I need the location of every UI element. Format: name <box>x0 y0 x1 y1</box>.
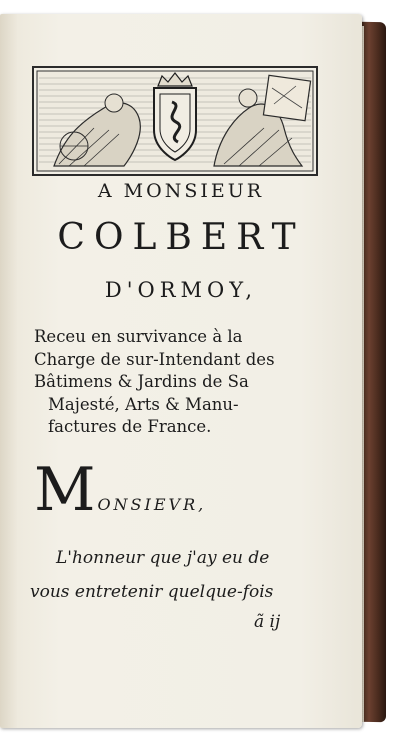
dedicatee-name: COLBERT <box>57 217 305 258</box>
dedicatee-description <box>34 326 344 439</box>
dedicatee-place: D'ORMOY, <box>104 278 258 302</box>
description-line: Charge de sur-Intendant des <box>34 349 275 369</box>
book-page <box>0 14 362 728</box>
salutation <box>34 455 207 525</box>
salutation-rest: ONSIEVR, <box>97 495 207 514</box>
description-line: factures de France. <box>48 417 212 436</box>
dedication-line: A MONSIEUR <box>97 180 265 202</box>
description-line: Receu en survivance à la <box>34 327 243 346</box>
description-line: Bâtimens & Jardins de Sa <box>34 372 249 391</box>
salutation-initial: M <box>34 455 96 525</box>
body-line: vous entretenir quelque-fois <box>30 582 274 602</box>
description-line: Majesté, Arts & Manu- <box>48 394 239 414</box>
signature-mark: ã ij <box>254 612 281 632</box>
body-line: L'honneur que j'ay eu de <box>56 548 270 568</box>
engraved-headpiece <box>32 66 318 176</box>
